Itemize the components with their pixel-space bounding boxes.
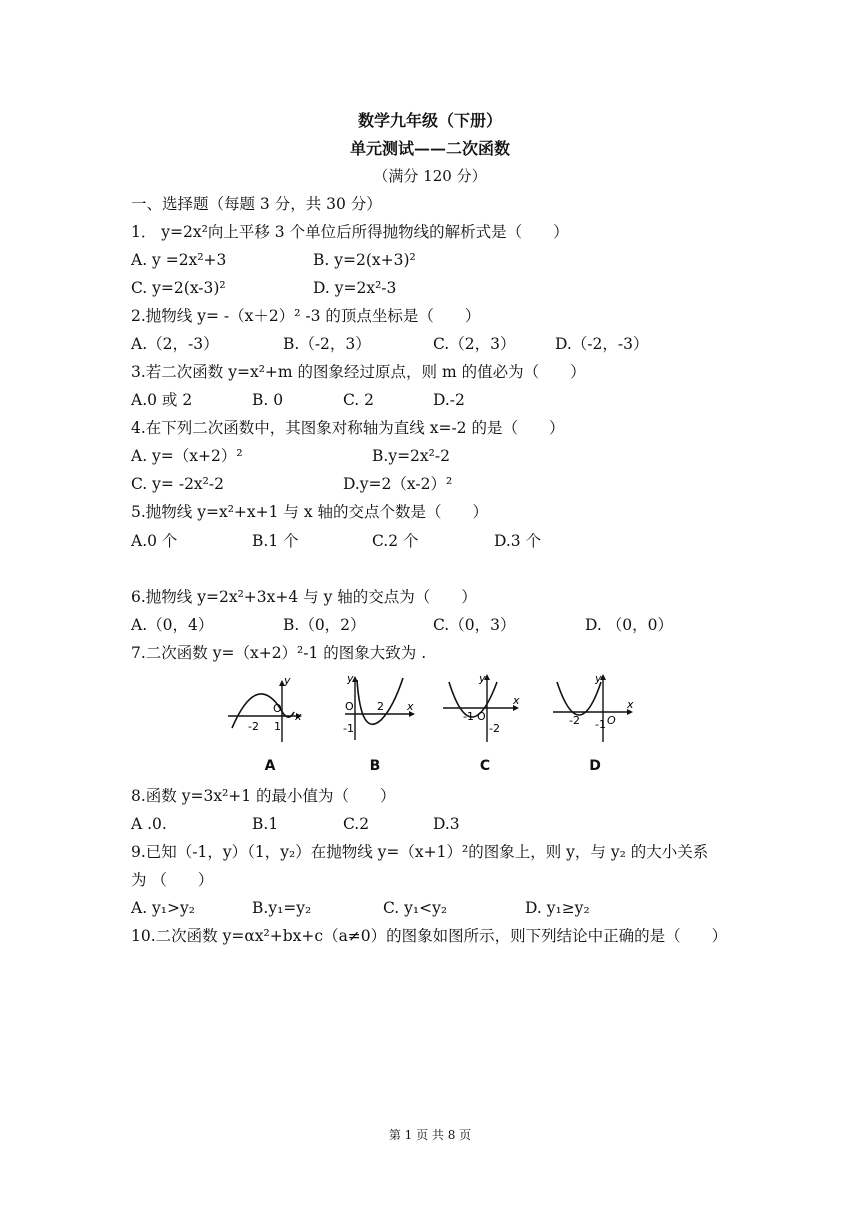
doc-subtitle: 单元测试——二次函数 — [349, 139, 510, 158]
question-6: 6.抛物线 y=2x²+3x+4 与 y 轴的交点为（ ） — [131, 588, 477, 606]
q6-option-b: B.（0，2） — [283, 616, 366, 634]
q4-option-a: A. y=（x+2）² — [131, 447, 243, 465]
q5-option-d: D.3 个 — [494, 532, 542, 550]
graph-b-origin: O — [345, 700, 354, 713]
graph-d-plot — [545, 668, 645, 758]
q1-option-d: D. y=2x²-3 — [313, 279, 397, 297]
graph-c-tick-low: -2 — [489, 722, 500, 735]
q3-option-d: D.-2 — [433, 391, 465, 409]
q8-option-d: D.3 — [433, 815, 460, 833]
page-footer: 第 1 页 共 8 页 — [388, 1128, 472, 1142]
q4-option-b: B.y=2x²-2 — [372, 447, 450, 465]
graph-b-label: B — [369, 758, 381, 774]
q9-option-a: A. y₁>y₂ — [131, 899, 195, 917]
graph-a-plot — [220, 668, 320, 758]
graph-a — [220, 668, 320, 780]
graph-c-y-label: y — [479, 672, 486, 685]
q9-option-b: B.y₁=y₂ — [252, 899, 312, 917]
q5-option-b: B.1 个 — [252, 532, 299, 550]
graph-a-x-label: x — [295, 710, 302, 723]
graph-b-y-label: y — [347, 672, 354, 685]
q7-graph-options — [220, 668, 640, 780]
q1-option-b: B. y=2(x+3)² — [313, 251, 416, 269]
q9-option-c: C. y₁<y₂ — [383, 899, 448, 917]
question-3: 3.若二次函数 y=x²+m 的图象经过原点，则 m 的值必为（ ） — [131, 363, 586, 381]
graph-d-tick-low: -1 — [595, 718, 606, 731]
question-8: 8.函数 y=3x²+1 的最小值为（ ） — [131, 787, 396, 805]
graph-a-origin: O — [273, 702, 282, 715]
graph-a-tick-left: -2 — [248, 720, 259, 733]
graph-a-tick-right: 1 — [274, 720, 281, 733]
q8-option-c: C.2 — [343, 815, 370, 833]
graph-b — [325, 668, 425, 780]
question-4: 4.在下列二次函数中，其图象对称轴为直线 x=-2 的是（ ） — [131, 419, 565, 437]
score-note: （满分 120 分） — [373, 167, 487, 185]
question-9: 9.已知（-1，y）（1，y₂）在抛物线 y=（x+1）²的图象上，则 y，与 y₂ 的大小关系 — [131, 843, 709, 861]
graph-b-tick-low: -1 — [343, 722, 354, 735]
graph-c-tick-left: -1 — [463, 710, 474, 723]
graph-c — [435, 668, 535, 780]
question-1: 1． y=2x²向上平移 3 个单位后所得抛物线的解析式是（ ） — [131, 223, 569, 241]
graph-d-label: D — [589, 758, 601, 774]
q6-option-d: D. （0，0） — [585, 616, 673, 634]
graph-b-tick-right: 2 — [377, 700, 384, 713]
q8-option-a: A .0. — [131, 815, 167, 833]
graph-d-tick-left: -2 — [569, 714, 580, 727]
question-5: 5.抛物线 y=x²+x+1 与 x 轴的交点个数是（ ） — [131, 503, 489, 521]
graph-d-origin: O — [607, 714, 616, 727]
q3-option-a: A.0 或 2 — [131, 391, 193, 409]
question-10: 10.二次函数 y=αx²+bx+c（a≠0）的图象如图所示，则下列结论中正确的是（ ） — [131, 927, 728, 945]
graph-d-y-label: y — [595, 672, 602, 685]
q6-option-c: C.（0，3） — [433, 616, 516, 634]
q5-option-a: A.0 个 — [131, 532, 178, 550]
graph-c-label: C — [479, 758, 491, 774]
q4-option-d: D.y=2（x-2）² — [343, 475, 453, 493]
question-9-continued: 为 （ ） — [131, 871, 214, 889]
q8-option-b: B.1 — [252, 815, 279, 833]
graph-a-y-label: y — [284, 674, 291, 687]
doc-title: 数学九年级（下册） — [357, 111, 502, 130]
q4-option-c: C. y= -2x²-2 — [131, 475, 224, 493]
graph-b-plot — [325, 668, 425, 758]
q9-option-d: D. y₁≥y₂ — [525, 899, 590, 917]
q5-option-c: C.2 个 — [372, 532, 419, 550]
graph-d-x-label: x — [627, 698, 634, 711]
q2-option-b: B.（-2，3） — [283, 335, 371, 353]
section-heading: 一、选择题（每题 3 分，共 30 分） — [131, 195, 382, 213]
question-2: 2.抛物线 y= -（x＋2）² -3 的顶点坐标是（ ） — [131, 307, 481, 325]
question-7: 7.二次函数 y=（x+2）²-1 的图象大致为 . — [131, 644, 427, 662]
graph-c-plot — [435, 668, 535, 758]
graph-d — [545, 668, 645, 780]
graph-c-x-label: x — [513, 694, 520, 707]
graph-b-x-label: x — [407, 700, 414, 713]
q1-option-c: C. y=2(x-3)² — [131, 279, 226, 297]
graph-c-origin: O — [477, 710, 486, 723]
q3-option-c: C. 2 — [343, 391, 375, 409]
q2-option-c: C.（2，3） — [433, 335, 516, 353]
q1-option-a: A. y =2x²+3 — [131, 251, 227, 269]
q3-option-b: B. 0 — [252, 391, 284, 409]
q2-option-d: D.（-2，-3） — [555, 335, 649, 353]
q2-option-a: A.（2，-3） — [131, 335, 219, 353]
q6-option-a: A.（0，4） — [131, 616, 214, 634]
graph-a-label: A — [264, 758, 276, 774]
